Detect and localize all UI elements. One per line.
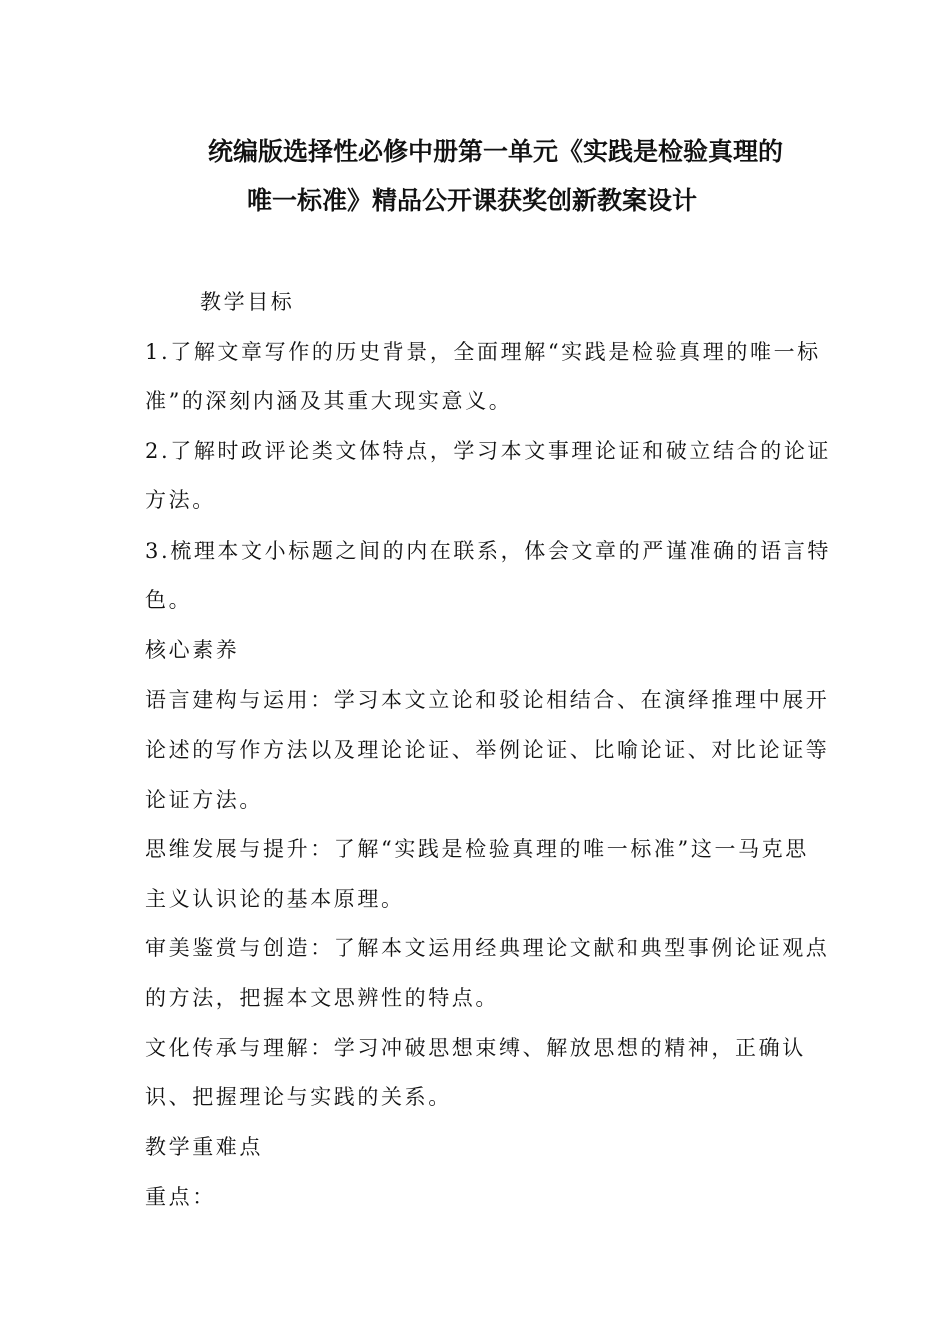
- body-line: 论述的写作方法以及理论论证、举例论证、比喻论证、对比论证等: [145, 738, 830, 762]
- body-line: 1.了解文章写作的历史背景，全面理解“实践是检验真理的唯一标: [145, 340, 821, 364]
- body-line: 准”的深刻内涵及其重大现实意义。: [145, 389, 513, 413]
- body-line: 审美鉴赏与创造：了解本文运用经典理论文献和典型事例论证观点: [145, 936, 830, 960]
- document-title-line-1: 统编版选择性必修中册第一单元《实践是检验真理的: [208, 137, 784, 166]
- body-line: 色。: [145, 588, 193, 612]
- body-line: 方法。: [145, 488, 216, 512]
- body-line: 论证方法。: [145, 788, 263, 812]
- section-heading-teaching-goals: 教学目标: [200, 290, 295, 314]
- body-line: 3.梳理本文小标题之间的内在联系，体会文章的严谨准确的语言特: [145, 539, 832, 563]
- body-line: 语言建构与运用：学习本文立论和驳论相结合、在演绎推理中展开: [145, 688, 830, 712]
- section-heading-core-competencies: 核心素养: [145, 638, 240, 662]
- body-line: 思维发展与提升：了解“实践是检验真理的唯一标准”这一马克思: [145, 837, 809, 861]
- body-line: 主义认识论的基本原理。: [145, 887, 405, 911]
- document-title-line-2: 唯一标准》精品公开课获奖创新教案设计: [247, 186, 698, 215]
- body-line: 识、把握理论与实践的关系。: [145, 1085, 452, 1109]
- body-line: 的方法，把握本文思辨性的特点。: [145, 986, 499, 1010]
- body-line: 2.了解时政评论类文体特点，学习本文事理论证和破立结合的论证: [145, 439, 832, 463]
- section-heading-key-difficulties: 教学重难点: [145, 1135, 263, 1159]
- subheading-key-points: 重点：: [145, 1185, 216, 1209]
- body-line: 文化传承与理解：学习冲破思想束缚、解放思想的精神，正确认: [145, 1036, 806, 1060]
